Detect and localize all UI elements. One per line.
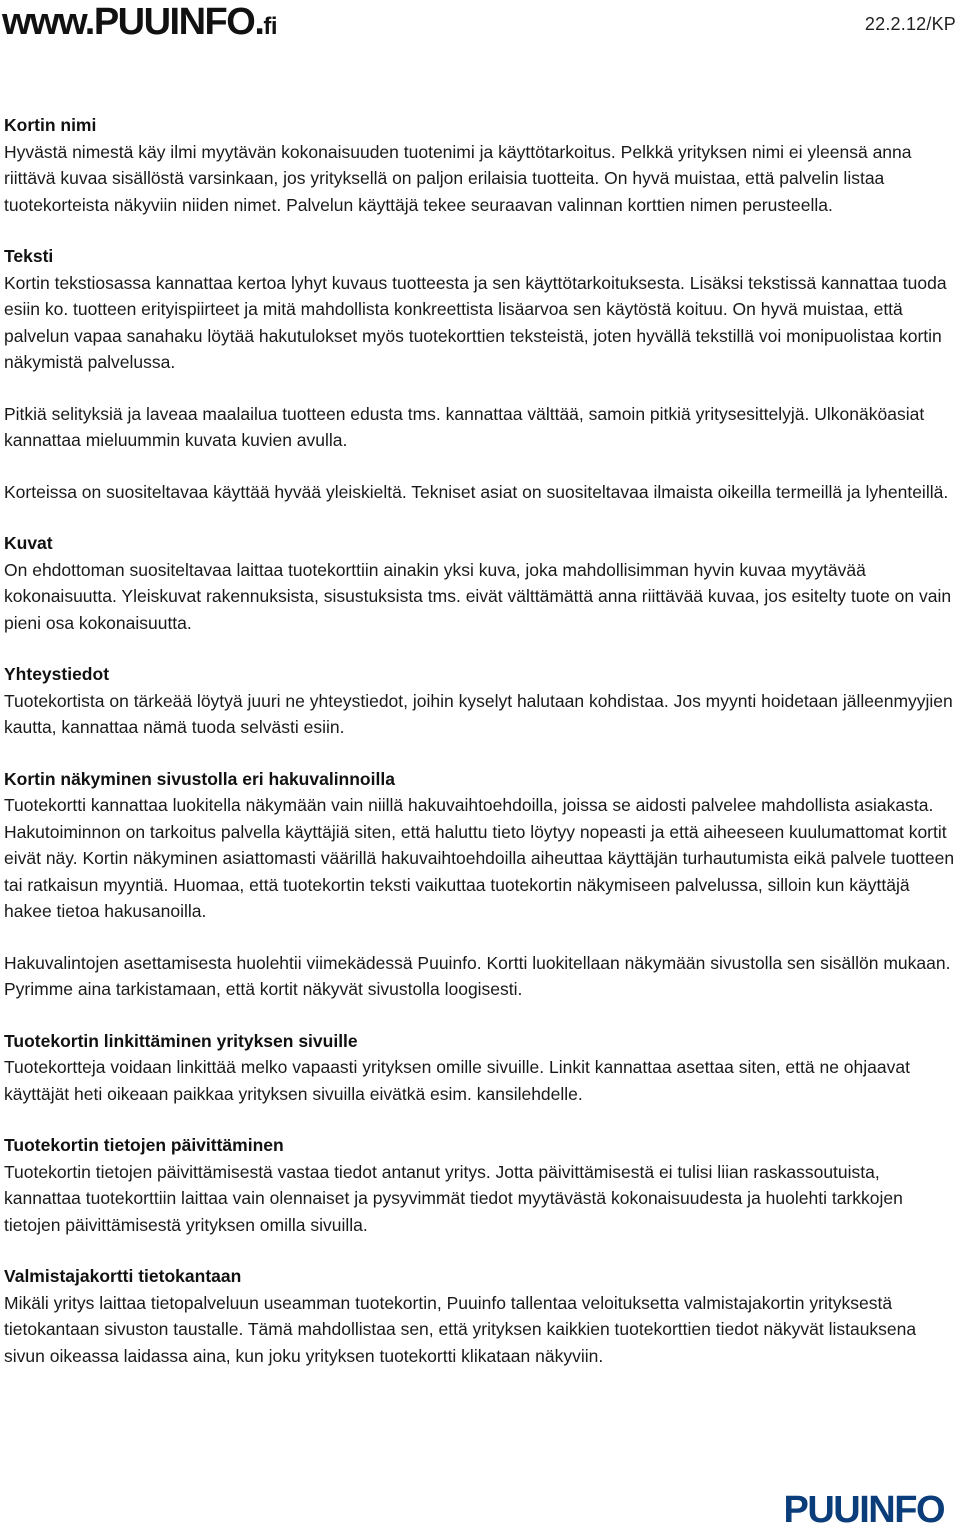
- page-header: [0, 0, 960, 50]
- section-paragraph: Tuotekortin tietojen päivittämisestä vastaa tiedot antanut yritys. Jotta päivittämisestä ei tulisi liian raskassoutuista, kannattaa tuotekorttiin laittaa vain olennaiset ja pysyvimmät tiedot myytävästä kokonaisuudesta ja huolehti tarkkojen tietojen päivittämisestä yrityksen omilla sivuilla.: [4, 1161, 903, 1235]
- section-valmistajakortti: [4, 1263, 958, 1369]
- document-body: [4, 112, 958, 1394]
- section-paragraph: Korteissa on suositeltavaa käyttää hyvää yleiskieltä. Tekniset asiat on suositeltavaa ilmaista oikeilla termeillä ja lyhenteillä.: [4, 481, 949, 502]
- section-linkittaminen: [4, 1028, 958, 1108]
- section-teksti: [4, 243, 958, 505]
- section-paragraph: Tuotekortista on tärkeää löytyä juuri ne yhteystiedot, joihin kyselyt halutaan kohdistaa. Jos myynti hoidetaan jälleenmyyjien kautta, kannattaa nämä tuoda selvästi esiin.: [4, 690, 953, 737]
- logo-main-text: www.PUUINFO.: [2, 1, 264, 43]
- section-paragraph: On ehdottoman suositeltavaa laittaa tuotekorttiin ainakin yksi kuva, joka mahdollisimman hyvin kuvaa myytävää kokonaisuutta. Yleiskuvat rakennuksista, sisustuksista tms. eivät välttämättä anna riittävää kuvaa, jos esitelty tuote on vain pieni osa kokonaisuutta.: [4, 559, 952, 633]
- section-paivittaminen: [4, 1132, 958, 1238]
- section-kortin-nakyminen: [4, 766, 958, 1003]
- section-kuvat: [4, 530, 958, 636]
- section-paragraph: Hakuvalintojen asettamisesta huolehtii viimekädessä Puuinfo. Kortti luokitellaan näkymään sivustolla sen sisällön mukaan. Pyrimme aina tarkistamaan, että kortit näkyvät sivustolla loogisesti.: [4, 952, 951, 999]
- puuinfo-footer-logo: PUUINFO: [783, 1489, 944, 1531]
- section-paragraph: Kortin tekstiosassa kannattaa kertoa lyhyt kuvaus tuotteesta ja sen käyttötarkoituksesta. Lisäksi tekstissä kannattaa tuoda esiin ko. tuotteen erityispiirteet ja mitä mahdollista konkreettista lisäarvoa sen käytöstä koituu. On hyvä muistaa, että palvelun vapaa sanahaku löytää hakutulokset myös tuotekorttien teksteistä, joten hyvällä tekstillä voi monipuolistaa kortin näkymistä palvelussa.: [4, 272, 947, 372]
- document-date-code: 22.2.12/KP: [864, 14, 956, 34]
- puuinfo-website-logo: [2, 2, 277, 47]
- section-heading: Kortin nimi: [4, 115, 97, 135]
- section-kortin-nimi: [4, 112, 958, 218]
- section-paragraph: Tuotekortteja voidaan linkittää melko vapaasti yrityksen omille sivuille. Linkit kannattaa asettaa siten, että ne ohjaavat käyttäjät heti oikeaan paikkaa yrityksen sivuilla eivätkä esim. kansilehdelle.: [4, 1057, 910, 1104]
- logo-suffix-text: fi: [263, 13, 278, 40]
- section-heading: Valmistajakortti tietokantaan: [4, 1266, 242, 1286]
- section-paragraph: Hyvästä nimestä käy ilmi myytävän kokonaisuuden tuotenimi ja käyttötarkoitus. Pelkkä yrityksen nimi ei yleensä anna riittävä kuvaa sisällöstä varsinkaan, jos yrityksellä on paljon erilaisia tuotteita. On hyvä muistaa, että palvelin listaa tuotekorteista näkyviin niiden nimet. Palvelun käyttäjä tekee seuraavan valinnan korttien nimen perusteella.: [4, 141, 912, 215]
- section-yhteystiedot: [4, 661, 958, 741]
- section-heading: Tuotekortin tietojen päivittäminen: [4, 1135, 284, 1155]
- section-paragraph: Mikäli yritys laittaa tietopalveluun useamman tuotekortin, Puuinfo tallentaa veloituksetta valmistajakortin yrityksestä tietokantaan sivuston taustalle. Tämä mahdollistaa sen, että yrityksen kaikkien tuotekorttien tiedot näkyvät listauksena sivun oikeassa laidassa aina, kun joku yrityksen tuotekortti klikataan näkyviin.: [4, 1292, 917, 1366]
- section-heading: Teksti: [4, 246, 54, 266]
- section-heading: Tuotekortin linkittäminen yrityksen sivuille: [4, 1030, 358, 1051]
- section-heading: Kortin näkyminen sivustolla eri hakuvalinnoilla: [4, 768, 395, 789]
- section-heading: Kuvat: [4, 533, 53, 553]
- section-paragraph: Tuotekortti kannattaa luokitella näkymään vain niillä hakuvaihtoehdoilla, joissa se aidosti palvelee mahdollista asiakasta. Hakutoiminnon on tarkoitus palvella käyttäjiä siten, että haluttu tieto löytyy nopeasti ja että aiheeseen kuulumattomat kortit eivät näy. Kortin näkyminen asiattomasti väärillä hakuvaihtoehdoilla aiheuttaa käyttäjän turhautumista eikä palvele tuotteen tai ratkaisun myyntiä. Huomaa, että tuotekortin teksti vaikuttaa tuotekortin näkymiseen palvelussa, silloin kun käyttäjä hakee tietoa hakusanoilla.: [4, 795, 955, 921]
- section-heading: Yhteystiedot: [4, 664, 110, 684]
- section-paragraph: Pitkiä selityksiä ja laveaa maalailua tuotteen edusta tms. kannattaa välttää, samoin pitkiä yritysesittelyjä. Ulkonäköasiat kannattaa mieluummin kuvata kuvien avulla.: [4, 403, 925, 450]
